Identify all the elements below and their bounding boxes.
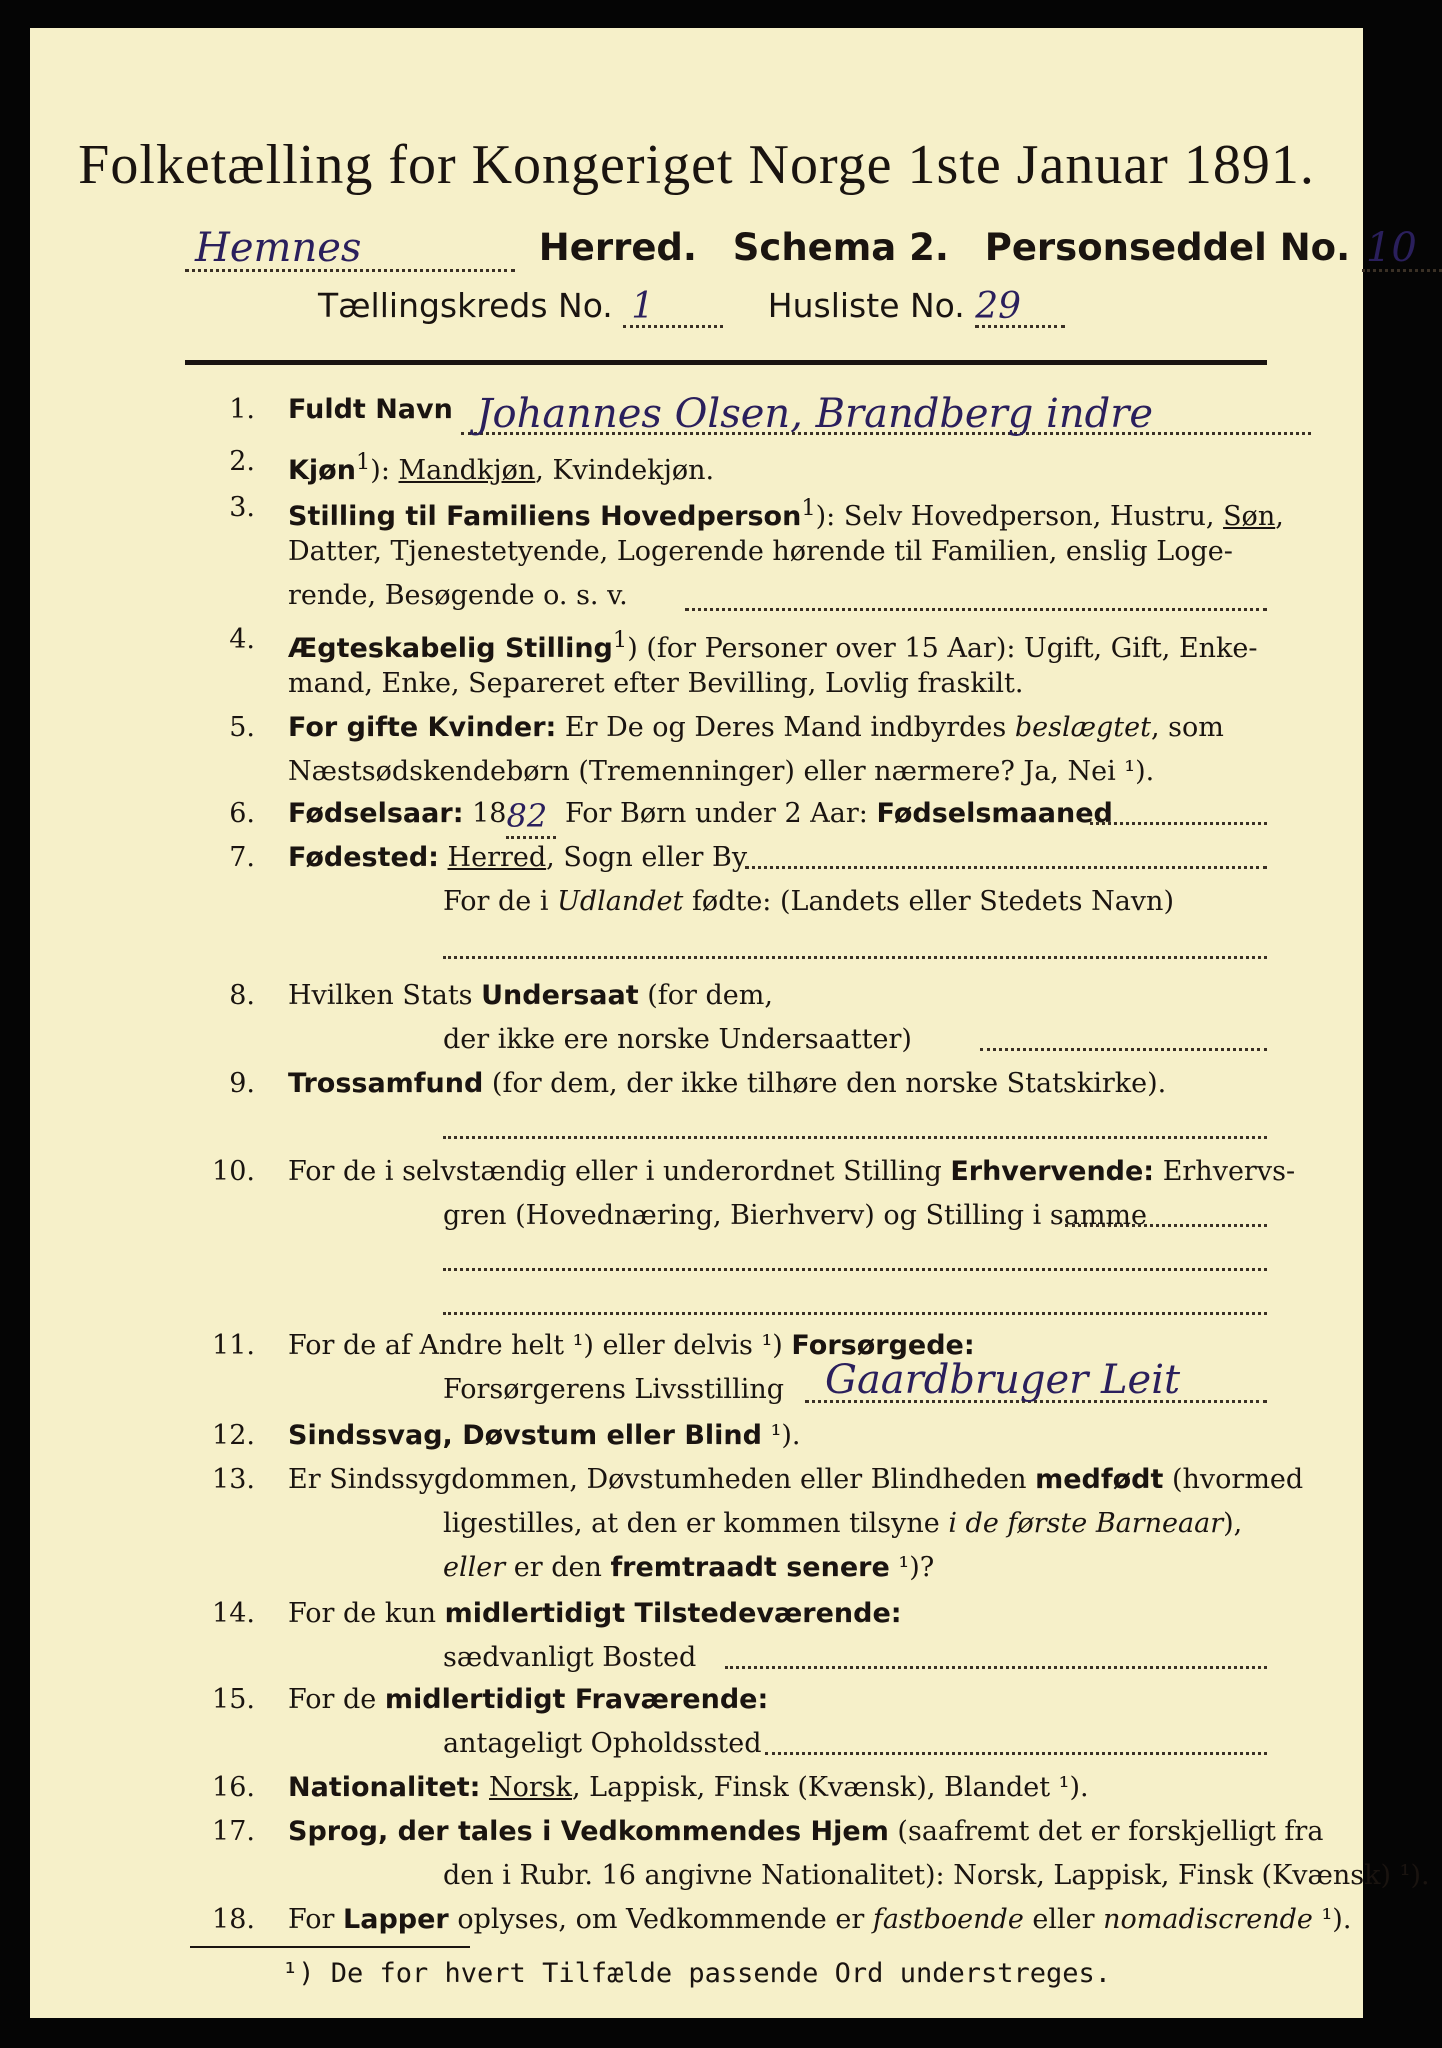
item-text-part: ¹). bbox=[1312, 1904, 1352, 1935]
personseddel-label: Personseddel No. bbox=[984, 226, 1351, 269]
item-text bbox=[288, 1898, 1352, 1942]
item-text-line: antageligt Opholdssted bbox=[443, 1728, 762, 1759]
item-text-part: ¹). bbox=[761, 1420, 801, 1451]
item-label: Fuldt Navn bbox=[288, 394, 453, 425]
item-text-part: 18 bbox=[463, 798, 507, 829]
item-13 bbox=[185, 1458, 1304, 1592]
item-text bbox=[288, 1414, 1267, 1458]
item-text-line: sædvanligt Bosted bbox=[443, 1642, 697, 1673]
form-title: Folketælling for Kongeriget Norge 1ste Januar 1891. bbox=[78, 134, 1315, 196]
item-text-line bbox=[443, 1546, 1267, 1590]
husliste-label: Husliste No. bbox=[767, 286, 965, 325]
item-number: 2. bbox=[229, 446, 255, 477]
name-field bbox=[461, 388, 1311, 435]
item-number: 13. bbox=[212, 1464, 255, 1495]
kreds-field bbox=[623, 286, 723, 328]
footnote-rule bbox=[190, 1946, 470, 1948]
header-line-kreds bbox=[318, 286, 1303, 328]
dotted-fill bbox=[745, 866, 1267, 869]
item-text-part: Hvilken Stats bbox=[288, 980, 482, 1011]
item-text-part: eller bbox=[1023, 1904, 1104, 1935]
item-text-part: For de bbox=[288, 1684, 385, 1715]
birthyear-field bbox=[506, 792, 556, 839]
item-number: 18. bbox=[212, 1904, 255, 1935]
item-text-part: (hvormed bbox=[1163, 1464, 1304, 1495]
footnote-marker: 1 bbox=[612, 627, 628, 653]
birthyear-value: 82 bbox=[506, 797, 548, 835]
item-text bbox=[288, 1592, 1267, 1636]
item-label: Nationalitet: bbox=[288, 1772, 481, 1803]
item-text-line bbox=[443, 880, 1267, 924]
personseddel-value: 10 bbox=[1365, 225, 1417, 271]
item-text-part: er den bbox=[505, 1552, 611, 1583]
item-text-part: , som bbox=[1150, 712, 1224, 743]
kreds-value: 1 bbox=[631, 286, 655, 327]
option-norsk: Norsk bbox=[489, 1772, 573, 1803]
item-text-line: der ikke ere norske Undersaatter) bbox=[443, 1024, 912, 1055]
item-3 bbox=[185, 486, 1284, 626]
item-text bbox=[288, 974, 1267, 1018]
dotted-fill bbox=[443, 1268, 1267, 1271]
item-4 bbox=[185, 618, 1267, 708]
footnote-marker: 1 bbox=[355, 449, 371, 475]
provider-value: Gaardbruger Leit bbox=[825, 1357, 1181, 1403]
item-number: 14. bbox=[212, 1598, 255, 1629]
dotted-fill bbox=[980, 1048, 1267, 1051]
item-label: Trossamfund bbox=[288, 1068, 484, 1099]
item-text-part: , bbox=[1275, 501, 1284, 532]
footnote-marker: 1 bbox=[801, 495, 816, 521]
dotted-fill bbox=[443, 1136, 1267, 1139]
item-16 bbox=[185, 1766, 1267, 1810]
item-number: 8. bbox=[229, 980, 255, 1011]
item-text-part: For Børn under 2 Aar: bbox=[556, 798, 877, 829]
item-text-part: (saafremt det er forskjelligt fra bbox=[888, 1816, 1324, 1847]
item-text-part: i de første Barneaar bbox=[948, 1508, 1224, 1539]
item-text-line: Forsørgerens Livsstilling bbox=[443, 1374, 785, 1405]
item-label: Fødested: bbox=[288, 842, 439, 873]
item-number: 4. bbox=[229, 624, 255, 655]
item-text-part: For de i selvstændig eller i underordnet Stilling bbox=[288, 1156, 951, 1187]
item-text-part: nomadiscrende bbox=[1103, 1904, 1313, 1935]
item-label: Erhvervende: bbox=[950, 1156, 1155, 1187]
item-text-part: , Kvindekjøn. bbox=[535, 455, 715, 486]
item-text bbox=[288, 1062, 1267, 1106]
item-label: Undersaat bbox=[481, 980, 639, 1011]
item-text bbox=[288, 1810, 1324, 1854]
herred-value: Hemnes bbox=[195, 225, 362, 271]
item-text-part: fastboende bbox=[872, 1904, 1024, 1935]
item-17 bbox=[185, 1810, 1430, 1900]
item-text-part: eller bbox=[443, 1552, 506, 1583]
item-text-line: rende, Besøgende o. s. v. bbox=[288, 580, 628, 611]
item-2 bbox=[185, 440, 1267, 484]
item-label: midlertidigt Tilstedeværende: bbox=[444, 1598, 902, 1629]
item-14 bbox=[185, 1592, 1267, 1682]
item-label: Stilling til Familiens Hovedperson bbox=[288, 501, 802, 532]
item-18 bbox=[185, 1898, 1352, 1942]
kreds-label: Tællingskreds No. bbox=[318, 286, 613, 325]
item-text-part: For de kun bbox=[288, 1598, 445, 1629]
item-label: Sindssvag, Døvstum eller Blind bbox=[288, 1420, 762, 1451]
item-text-part: Er Sindssygdommen, Døvstumheden eller Blindheden bbox=[288, 1464, 1036, 1495]
item-text-part: (for dem, der ikke tilhøre den norske Statskirke). bbox=[483, 1068, 1167, 1099]
option-mandkjon: Mandkjøn bbox=[398, 455, 536, 486]
item-number: 5. bbox=[229, 712, 255, 743]
item-text-part: For bbox=[288, 1904, 344, 1935]
footnote: ¹) De for hvert Tilfælde passende Ord understreges. bbox=[281, 1958, 1112, 1989]
item-label: Lapper bbox=[343, 1904, 449, 1935]
dotted-fill bbox=[765, 1752, 1267, 1755]
option-herred: Herred bbox=[447, 842, 547, 873]
husliste-value: 29 bbox=[975, 286, 1022, 327]
item-number: 7. bbox=[229, 842, 255, 873]
dotted-fill bbox=[685, 608, 1267, 611]
header-line-herred bbox=[185, 225, 1417, 272]
item-7 bbox=[185, 836, 1267, 976]
herred-label: Herred. bbox=[538, 226, 697, 269]
item-number: 15. bbox=[212, 1684, 255, 1715]
item-text-part: , Lappisk, Finsk (Kvænsk), Blandet ¹). bbox=[572, 1772, 1089, 1803]
item-number: 16. bbox=[212, 1772, 255, 1803]
item-label: fremtraadt senere bbox=[610, 1552, 890, 1583]
item-text-part: ): Selv Hovedperson, Hustru, bbox=[815, 501, 1224, 532]
dotted-fill bbox=[725, 1666, 1267, 1669]
item-text bbox=[288, 1150, 1296, 1194]
item-text-line: den i Rubr. 16 angivne Nationalitet): Norsk, Lappisk, Finsk (Kvænsk) ¹). bbox=[443, 1860, 1430, 1891]
item-text-part: (for dem, bbox=[638, 980, 773, 1011]
item-text-line: mand, Enke, Separeret efter Bevilling, Lovlig fraskilt. bbox=[288, 668, 1024, 699]
header-rule bbox=[185, 360, 1267, 365]
item-text bbox=[288, 836, 1267, 880]
item-text-part: oplyses, om Vedkommende er bbox=[448, 1904, 873, 1935]
item-text-part: Er De og Deres Mand indbyrdes bbox=[556, 712, 1015, 743]
item-8 bbox=[185, 974, 1267, 1064]
item-text-part: For de af Andre helt ¹) eller delvis ¹) bbox=[288, 1330, 792, 1361]
item-label: medfødt bbox=[1035, 1464, 1164, 1495]
name-value: Johannes Olsen, Brandberg indre bbox=[476, 391, 1153, 437]
item-text-line: Næstsødskendebørn (Tremenninger) eller nærmere? Ja, Nei ¹). bbox=[288, 756, 1155, 787]
item-text-part: ), bbox=[1223, 1508, 1243, 1539]
item-label: Kjøn bbox=[288, 455, 356, 486]
item-number: 11. bbox=[212, 1330, 255, 1361]
item-1 bbox=[185, 388, 1267, 438]
item-6 bbox=[185, 792, 1267, 836]
item-number: 3. bbox=[229, 492, 255, 523]
item-text bbox=[288, 1458, 1304, 1502]
schema-label: Schema 2. bbox=[732, 226, 949, 269]
dotted-fill bbox=[443, 956, 1267, 959]
item-label: midlertidigt Fraværende: bbox=[384, 1684, 769, 1715]
item-text-part: ) (for Personer over 15 Aar): Ugift, Gift, Enke- bbox=[627, 633, 1258, 664]
item-label: Sprog, der tales i Vedkommendes Hjem bbox=[288, 1816, 889, 1847]
item-5 bbox=[185, 706, 1267, 796]
item-label: Forsørgede: bbox=[791, 1330, 975, 1361]
item-number: 1. bbox=[229, 394, 255, 425]
item-text-line: Datter, Tjenestetyende, Logerende hørende til Familien, enslig Loge- bbox=[288, 536, 1233, 567]
item-text bbox=[288, 1766, 1267, 1810]
item-text-part: ¹)? bbox=[889, 1552, 935, 1583]
item-text-part: ligestilles, at den er kommen tilsyne bbox=[443, 1508, 949, 1539]
item-text-part: For de i bbox=[443, 886, 558, 917]
husliste-field bbox=[975, 286, 1065, 328]
item-text bbox=[288, 1678, 1267, 1722]
item-label: Fødselsaar: bbox=[288, 798, 464, 829]
item-number: 9. bbox=[229, 1068, 255, 1099]
item-11 bbox=[185, 1324, 1267, 1414]
item-text-part: beslægtet bbox=[1014, 712, 1151, 743]
item-10 bbox=[185, 1150, 1296, 1320]
item-text-part: Udlandet bbox=[557, 886, 684, 917]
item-15 bbox=[185, 1678, 1267, 1768]
item-text-line: gren (Hovednæring, Bierhverv) og Stilling i samme bbox=[443, 1200, 1148, 1231]
dotted-fill bbox=[1065, 1224, 1267, 1227]
item-number: 17. bbox=[212, 1816, 255, 1847]
item-text bbox=[288, 792, 1267, 839]
personseddel-field bbox=[1362, 226, 1442, 272]
item-number: 12. bbox=[212, 1420, 255, 1451]
item-text-part: Erhvervs- bbox=[1154, 1156, 1296, 1187]
item-text bbox=[288, 388, 1267, 435]
item-text bbox=[288, 706, 1267, 750]
item-text-part: ): bbox=[370, 455, 399, 486]
item-text-part: , Sogn eller By bbox=[546, 842, 748, 873]
item-9 bbox=[185, 1062, 1267, 1152]
census-form bbox=[30, 28, 1430, 2018]
item-text-part: fødte: (Landets eller Stedets Navn) bbox=[683, 886, 1174, 917]
item-12 bbox=[185, 1414, 1267, 1458]
item-number: 6. bbox=[229, 798, 255, 829]
item-label: Ægteskabelig Stilling bbox=[288, 633, 613, 664]
option-son: Søn bbox=[1223, 501, 1276, 532]
item-text-line bbox=[443, 1502, 1267, 1546]
item-label: Fødselsmaaned bbox=[876, 798, 1113, 829]
item-number: 10. bbox=[212, 1156, 255, 1187]
item-label: For gifte Kvinder: bbox=[288, 712, 557, 743]
dotted-fill bbox=[443, 1312, 1267, 1315]
herred-field bbox=[185, 226, 515, 272]
dotted-fill bbox=[1090, 822, 1267, 825]
